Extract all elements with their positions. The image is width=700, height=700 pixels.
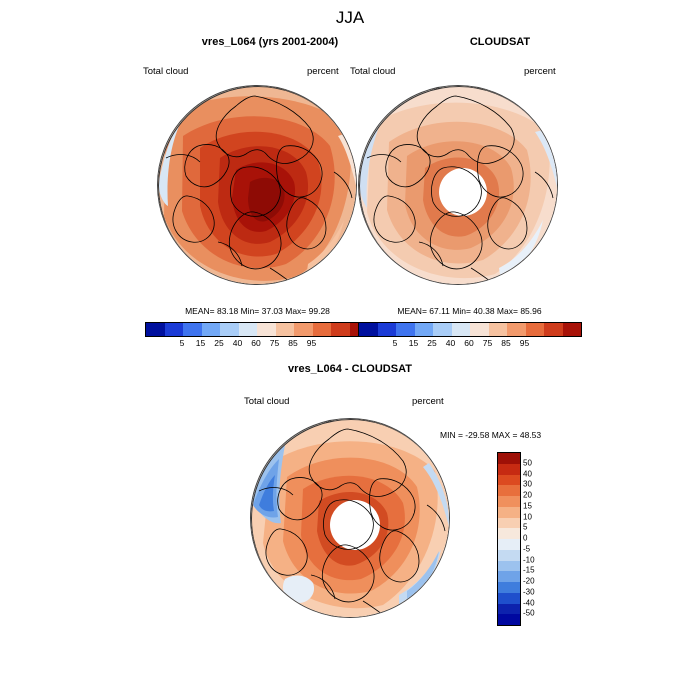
- colorbar-tick-label: -30: [523, 587, 535, 597]
- colorbar-swatch: [498, 614, 520, 625]
- colorbar-swatch: [396, 323, 415, 336]
- colorbar-tick-label: -50: [523, 608, 535, 618]
- panel-right-label-diff: percent: [412, 396, 444, 407]
- stats-model: MEAN= 83.18 Min= 37.03 Max= 99.28: [185, 306, 330, 316]
- colorbar-tick-label: 0: [523, 533, 528, 543]
- panel-title-obs: CLOUDSAT: [469, 36, 531, 48]
- colorbar-swatch: [202, 323, 221, 336]
- colorbar-swatch: [378, 323, 397, 336]
- colorbar-swatch: [498, 507, 520, 518]
- colorbar-swatch: [239, 323, 258, 336]
- colorbar-tick-label: 25: [427, 338, 437, 348]
- colorbar-swatch: [276, 323, 295, 336]
- colorbar-swatch: [507, 323, 526, 336]
- colorbar-swatch: [498, 604, 520, 615]
- colorbar-tick-label: -10: [523, 555, 535, 564]
- colorbar-swatch: [498, 550, 520, 561]
- colorbar-swatch: [498, 571, 520, 582]
- colorbar-swatch: [526, 323, 545, 336]
- colorbar-swatch: [498, 539, 520, 550]
- colorbar-swatch: [498, 561, 520, 572]
- colorbar-swatch: [294, 323, 313, 336]
- stats-obs: MEAN= 67.11 Min= 40.38 Max= 85.96: [397, 306, 542, 316]
- colorbar-obs: [358, 322, 582, 337]
- colorbar-tick-label: 95: [519, 338, 530, 348]
- colorbar-tick-label: 85: [501, 338, 511, 348]
- colorbar-swatch: [470, 323, 489, 336]
- colorbar-tick-label: 40: [523, 469, 532, 478]
- colorbar-swatch: [498, 528, 520, 539]
- colorbar-tick-label: 15: [523, 501, 532, 511]
- colorbar-swatch: [452, 323, 471, 336]
- colorbar-swatch: [313, 323, 332, 336]
- colorbar-tick-label: 20: [523, 490, 532, 500]
- colorbar-swatch: [359, 323, 378, 336]
- panel-right-label-obs: percent: [524, 66, 556, 77]
- colorbar-swatch: [563, 323, 582, 336]
- colorbar-tick-label: 85: [288, 338, 298, 348]
- colorbar-swatch: [489, 323, 508, 336]
- colorbar-swatch: [498, 475, 520, 486]
- map-disc-diff: [250, 418, 450, 618]
- colorbar-swatch: [498, 593, 520, 604]
- colorbar-tick-label: 5: [392, 338, 398, 348]
- colorbar-swatch: [415, 323, 434, 336]
- panel-left-label-model: Total cloud: [143, 66, 189, 77]
- colorbar-tick-label: 40: [232, 338, 243, 348]
- colorbar-swatch: [257, 323, 276, 336]
- colorbar-tick-label: 5: [179, 338, 185, 348]
- colorbar-tick-label: 95: [306, 338, 317, 348]
- colorbar-tick-label: 10: [523, 512, 532, 521]
- colorbar-swatch: [433, 323, 452, 336]
- colorbar-tick-label: -20: [523, 576, 535, 586]
- colorbar-tick-label: 5: [523, 522, 528, 532]
- colorbar-swatch: [183, 323, 202, 336]
- colorbar-tick-label: 25: [214, 338, 224, 348]
- colorbar-tick-label: 75: [482, 338, 493, 348]
- colorbar-tick-label: -5: [523, 544, 531, 554]
- colorbar-swatch: [498, 464, 520, 475]
- panel-title-diff: vres_L064 - CLOUDSAT: [288, 363, 412, 375]
- colorbar-swatch: [498, 453, 520, 464]
- colorbar-tick-label: -15: [523, 565, 535, 575]
- colorbar-swatch: [544, 323, 563, 336]
- panel-left-label-diff: Total cloud: [244, 396, 290, 407]
- colorbar-tick-label: 15: [195, 338, 206, 348]
- colorbar-swatch: [331, 323, 350, 336]
- colorbar-tick-label: 60: [251, 338, 261, 348]
- colorbar-swatch: [146, 323, 165, 336]
- colorbar-tick-label: 15: [408, 338, 419, 348]
- colorbar-tick-label: 60: [464, 338, 474, 348]
- colorbar-ticks-obs: [358, 338, 580, 352]
- colorbar-swatch: [498, 496, 520, 507]
- colorbar-ticks-model: [145, 338, 367, 352]
- colorbar-diff: [497, 452, 521, 626]
- colorbar-swatch: [220, 323, 239, 336]
- colorbar-tick-label: 30: [523, 479, 532, 489]
- panel-right-label-model: percent: [307, 66, 339, 77]
- map-disc-model: [157, 85, 357, 285]
- colorbar-diff-labels: [523, 452, 563, 624]
- stats-diff: MIN = -29.58 MAX = 48.53: [440, 430, 542, 440]
- page-title: JJA: [335, 8, 365, 27]
- colorbar-tick-label: 40: [445, 338, 456, 348]
- colorbar-swatch: [498, 485, 520, 496]
- colorbar-swatch: [498, 582, 520, 593]
- colorbar-tick-label: 50: [523, 458, 532, 468]
- map-disc-obs: [358, 85, 558, 285]
- panel-left-label-obs: Total cloud: [350, 66, 396, 77]
- panel-title-model: vres_L064 (yrs 2001-2004): [201, 36, 339, 48]
- colorbar-swatch: [165, 323, 184, 336]
- colorbar-swatch: [498, 518, 520, 529]
- colorbar-model: [145, 322, 369, 337]
- colorbar-tick-label: 75: [269, 338, 280, 348]
- colorbar-tick-label: -40: [523, 598, 535, 607]
